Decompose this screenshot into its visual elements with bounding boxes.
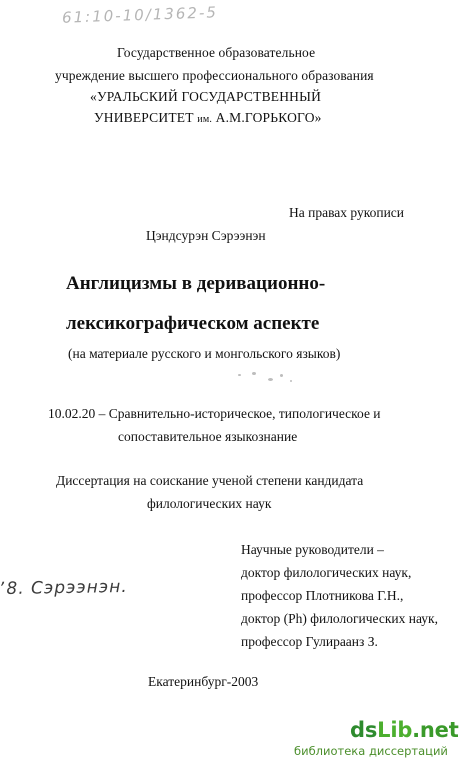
- header-line-2: учреждение высшего профессионального образования: [55, 68, 374, 83]
- scan-speck: [238, 374, 241, 376]
- thesis-title-line-1: Англицизмы в деривационно-: [66, 273, 326, 294]
- degree-line-1: Диссертация на соискание ученой степени кандидата: [56, 473, 364, 488]
- advisors-heading: Научные руководители –: [241, 542, 384, 557]
- degree-line-2: филологических наук: [147, 496, 272, 511]
- specialty-line-1: 10.02.20 – Сравнительно-историческое, типологическое и: [48, 406, 381, 421]
- advisor-1-degree: доктор филологических наук,: [241, 565, 412, 580]
- header-line-1: Государственное образовательное: [117, 45, 316, 60]
- archive-stamp: 61:10-10/1362-5: [61, 3, 219, 27]
- dslib-logo: [350, 718, 459, 742]
- thesis-title-line-2: лексикографическом аспекте: [66, 313, 320, 334]
- scan-speck: [268, 378, 273, 381]
- header-university: УНИВЕРСИТЕТ: [94, 110, 194, 125]
- handwritten-signature: ʼ8. Сэрээнэн.: [0, 576, 128, 600]
- logo-ds: ds: [350, 718, 378, 742]
- logo-net: .net: [412, 718, 459, 742]
- advisor-1-name: профессор Плотникова Г.Н.,: [241, 588, 404, 603]
- advisor-2-name: профессор Гулираанз З.: [241, 634, 378, 649]
- scan-speck: [290, 380, 292, 382]
- header-line-3: «УРАЛЬСКИЙ ГОСУДАРСТВЕННЫЙ: [90, 89, 322, 104]
- logo-lib: Lib: [377, 718, 413, 742]
- specialty-line-2: сопоставительное языкознание: [118, 429, 298, 444]
- header-line-4: [94, 110, 322, 126]
- scan-speck: [252, 372, 256, 375]
- header-im: им.: [197, 114, 213, 125]
- thesis-subtitle: (на материале русского и монгольского языков): [68, 346, 341, 361]
- header-gorky: А.М.ГОРЬКОГО»: [215, 110, 322, 125]
- advisor-2-degree: доктор (Ph) филологических наук,: [241, 611, 438, 626]
- rights-notice: На правах рукописи: [289, 205, 405, 220]
- scan-speck: [280, 374, 283, 377]
- dslib-tagline: библиотека диссертаций: [294, 744, 448, 758]
- city-year: Екатеринбург-2003: [148, 674, 259, 689]
- author-name: Цэндсурэн Сэрээнэн: [146, 228, 266, 243]
